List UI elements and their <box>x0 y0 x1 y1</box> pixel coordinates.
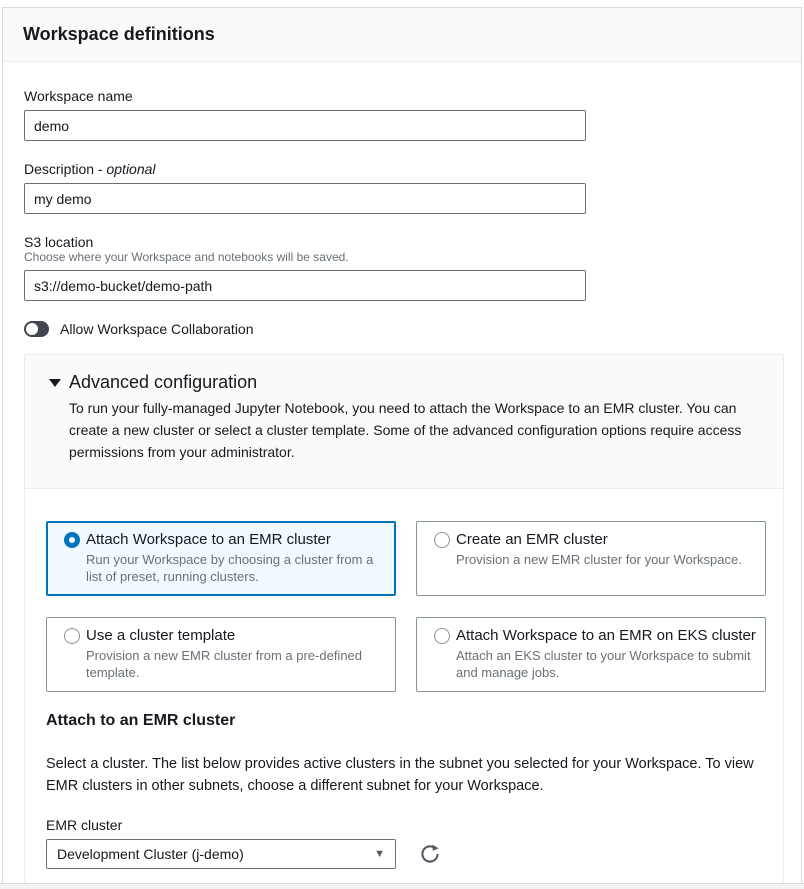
optional-hint: optional <box>106 161 156 177</box>
page-title: Workspace definitions <box>23 24 215 44</box>
option-attach-emr-on-eks-cluster[interactable]: Attach Workspace to an EMR on EKS cluster Attach an EKS cluster to your Workspace to submit and manage jobs. <box>416 617 766 692</box>
refresh-clusters-button[interactable] <box>417 841 443 867</box>
description-label: Description - optional <box>24 161 156 177</box>
s3-location-field <box>24 234 784 301</box>
advanced-configuration-header <box>25 355 783 489</box>
cluster-option-grid <box>46 521 763 692</box>
radio-unchecked-icon[interactable] <box>434 532 450 548</box>
radio-unchecked-icon[interactable] <box>434 628 450 644</box>
next-section-strip <box>0 883 804 889</box>
option-create-emr-cluster[interactable]: Create an EMR cluster Provision a new EMR cluster for your Workspace. <box>416 521 766 596</box>
option-use-cluster-template[interactable]: Use a cluster template Provision a new EMR cluster from a pre-defined template. <box>46 617 396 692</box>
panel-body <box>3 62 801 889</box>
option-attach-emr-cluster[interactable]: Attach Workspace to an EMR cluster Run your Workspace by choosing a cluster from a list of preset, running clusters. <box>46 521 396 596</box>
radio-checked-icon[interactable] <box>64 532 80 548</box>
panel-header <box>3 8 801 62</box>
workspace-name-field <box>24 88 784 141</box>
description-input[interactable] <box>24 183 586 214</box>
s3-location-label: S3 location <box>24 234 94 250</box>
description-field <box>24 161 784 214</box>
s3-location-help: Choose where your Workspace and notebooks will be saved. <box>24 250 349 264</box>
emr-cluster-select-row <box>46 839 763 869</box>
collaboration-toggle-label: Allow Workspace Collaboration <box>60 321 254 337</box>
chevron-down-icon: ▼ <box>374 848 385 860</box>
attach-emr-cluster-heading: Attach to an EMR cluster <box>46 712 236 729</box>
attach-emr-cluster-description: Select a cluster. The list below provides active clusters in the subnet you selected for your Workspace. To view EMR clusters in other subnets, choose a different subnet for your Workspace. <box>46 756 754 794</box>
collaboration-toggle-row <box>24 321 784 337</box>
s3-location-input[interactable] <box>24 270 586 301</box>
radio-unchecked-icon[interactable] <box>64 628 80 644</box>
workspace-name-label: Workspace name <box>24 88 133 104</box>
expand-caret-icon <box>49 379 61 387</box>
advanced-configuration-content <box>25 489 783 889</box>
refresh-icon <box>419 843 441 865</box>
workspace-name-input[interactable] <box>24 110 586 141</box>
advanced-configuration-description: To run your fully-managed Jupyter Notebook, you need to attach the Workspace to an EMR cluster. You can create a new cluster or select a cluster template. Some of the advanced configuration options require access permissions from your administrator. <box>69 400 742 460</box>
advanced-configuration-section <box>24 354 784 889</box>
advanced-configuration-title: Advanced configuration <box>69 372 258 392</box>
collaboration-toggle[interactable] <box>24 321 49 337</box>
emr-cluster-label: EMR cluster <box>46 817 123 833</box>
emr-cluster-select[interactable] <box>46 839 396 869</box>
advanced-configuration-toggle[interactable] <box>49 372 759 393</box>
toggle-knob-icon <box>26 323 38 335</box>
workspace-definitions-panel <box>2 7 802 889</box>
emr-cluster-selected-value: Development Cluster (j-demo) <box>57 846 244 862</box>
